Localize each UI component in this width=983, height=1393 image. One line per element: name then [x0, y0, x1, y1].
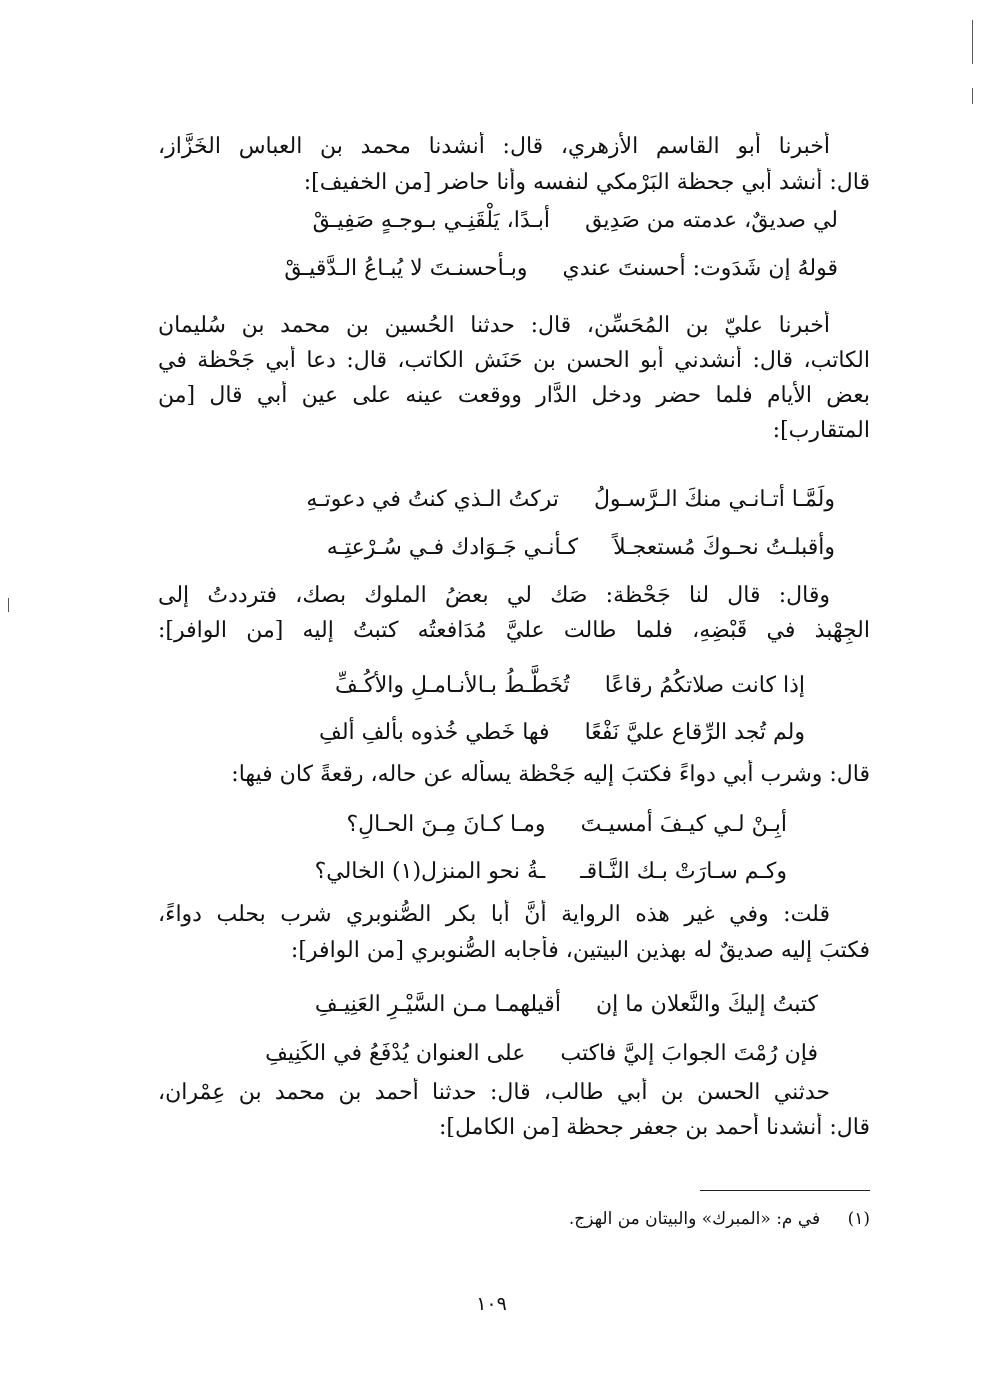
verse-first-hemistich: قولهُ إن شَدَوت: أحسنتَ عندي	[562, 256, 838, 281]
text-line: حدثني الحسن بن أبي طالب، قال: حدثنا أحمد بن محمد بن عِمْران،	[158, 1080, 830, 1105]
verse-first-hemistich: وكـم سـارَتْ بـك النَّـاقـ	[580, 859, 787, 884]
verse-line	[315, 857, 787, 887]
text-line: قال: أنشدنا أحمد بن جعفر جحظة [من الكامل]:	[439, 1115, 870, 1140]
verse-second-hemistich: تركتُ الـذي كنتُ في دعوتـهِ	[306, 487, 559, 512]
verse-first-hemistich: ولَمَّـا أتـانـي منكَ الـرَّسـولُ	[593, 487, 835, 512]
scan-edge-mark	[972, 20, 973, 64]
footnote	[569, 1207, 870, 1231]
text-line: قلت: وفي غير هذه الرواية أنَّ أبا بكر الصُّنوبري شرب بحلب دواءً،	[158, 902, 830, 927]
text-line: فكتبَ إليه صديقٌ له بهذين البيتين، فأجابه الصُّنوبري [من الوافر]:	[290, 938, 870, 963]
verse-line	[319, 718, 805, 748]
text-line: أخبرنا عليّ بن المُحَسِّن، قال: حدثنا الحُسين بن محمد بن سُليمان	[158, 313, 830, 338]
verse-line	[327, 533, 835, 563]
page-number: ١٠٩	[476, 1293, 507, 1315]
verse-first-hemistich: فإن رُمْتَ الجوابَ إليَّ فاكتب	[560, 1041, 818, 1066]
verse-line	[265, 1039, 818, 1069]
footnote-text: في م: «المبرك» والبيتان من الهزج.	[568, 1209, 821, 1229]
text-line: الكاتب، قال: أنشدني أبو الحسن بن حَنَش الكاتب، قال: دعا أبي جَحْظة في	[158, 348, 870, 373]
verse-second-hemistich: كـأنـي جَـوَادك فـي سُـرْعتِـه	[326, 535, 579, 560]
verse-second-hemistich: أبـدًا، يَلْقَنِـي بـوجـهٍ صَفِيـقْ	[312, 208, 551, 233]
verse-first-hemistich: إذا كانت صلاتكُمُ رقاعًا	[604, 673, 805, 698]
verse-first-hemistich: لي صديقٌ، عدمته من صَدِيق	[585, 208, 838, 233]
text-line: الجِهْبذ في قَبْضِهِ، فلما طالت عليَّ مُدَافعتُه كتبتُ إليه [من الوافر]:	[158, 618, 870, 643]
verse-first-hemistich: ولم تُجد الرِّقاع عليَّ نَفْعًا	[584, 720, 805, 745]
verse-second-hemistich: أقيلهمـا مـن السَّيْـرِ العَنِيـفِ	[314, 992, 561, 1017]
verse-second-hemistich: ومـا كـانَ مِـنَ الحـالِ؟	[346, 812, 546, 837]
verse-line	[346, 810, 787, 840]
verse-second-hemistich: على العنوان يُدْفَعُ في الكَنِيفِ	[265, 1041, 526, 1066]
text-line: أخبرنا أبو القاسم الأزهري، قال: أنشدنا محمد بن العباس الخَزَّاز،	[158, 134, 830, 159]
text-line: وقال: قال لنا جَحْظة: صَك لي بعضُ الملوك بصك، فترددتُ إلى	[158, 583, 830, 608]
verse-line	[313, 206, 838, 236]
scan-edge-mark	[8, 598, 9, 612]
verse-first-hemistich: أبِـنْ لـي كيـفَ أمسيـتَ	[580, 812, 787, 837]
verse-second-hemistich: تُخَطَّـطُ بـالأنـامـلِ والأكُـفِّ	[335, 673, 570, 698]
verse-second-hemistich: وبـأحسنـتَ لا يُبـاعُ الـدَّقيـقْ	[284, 256, 528, 281]
verse-second-hemistich: ـةُ نحو المنزل(١) الخالي؟	[314, 859, 546, 884]
verse-line	[315, 990, 818, 1020]
footnote-separator	[700, 1190, 870, 1191]
text-line: بعض الأيام فلما حضر ودخل الدَّار ووقعت عينه على عين أبي قال [من	[158, 383, 870, 408]
verse-line	[284, 254, 838, 284]
text-line: قال: وشرب أبي دواءً فكتبَ إليه جَحْظة يسأله عن حاله، رقعةً كان فيها:	[231, 762, 870, 787]
text-line: المتقارب]:	[772, 418, 870, 443]
scan-edge-mark	[972, 88, 973, 104]
verse-line	[306, 485, 835, 515]
verse-first-hemistich: كتبتُ إليكَ والنَّعلان ما إن	[595, 992, 818, 1017]
verse-line	[335, 671, 805, 701]
text-line: قال: أنشد أبي جحظة البَرْمكي لنفسه وأنا حاضر [من الخفيف]:	[303, 170, 870, 195]
verse-first-hemistich: وأقبلـتُ نحـوكَ مُستعجـلاً	[613, 535, 835, 560]
footnote-number: (١)	[847, 1209, 870, 1229]
verse-second-hemistich: فها خَطي خُذوه بألفِ ألفِ	[319, 720, 550, 745]
